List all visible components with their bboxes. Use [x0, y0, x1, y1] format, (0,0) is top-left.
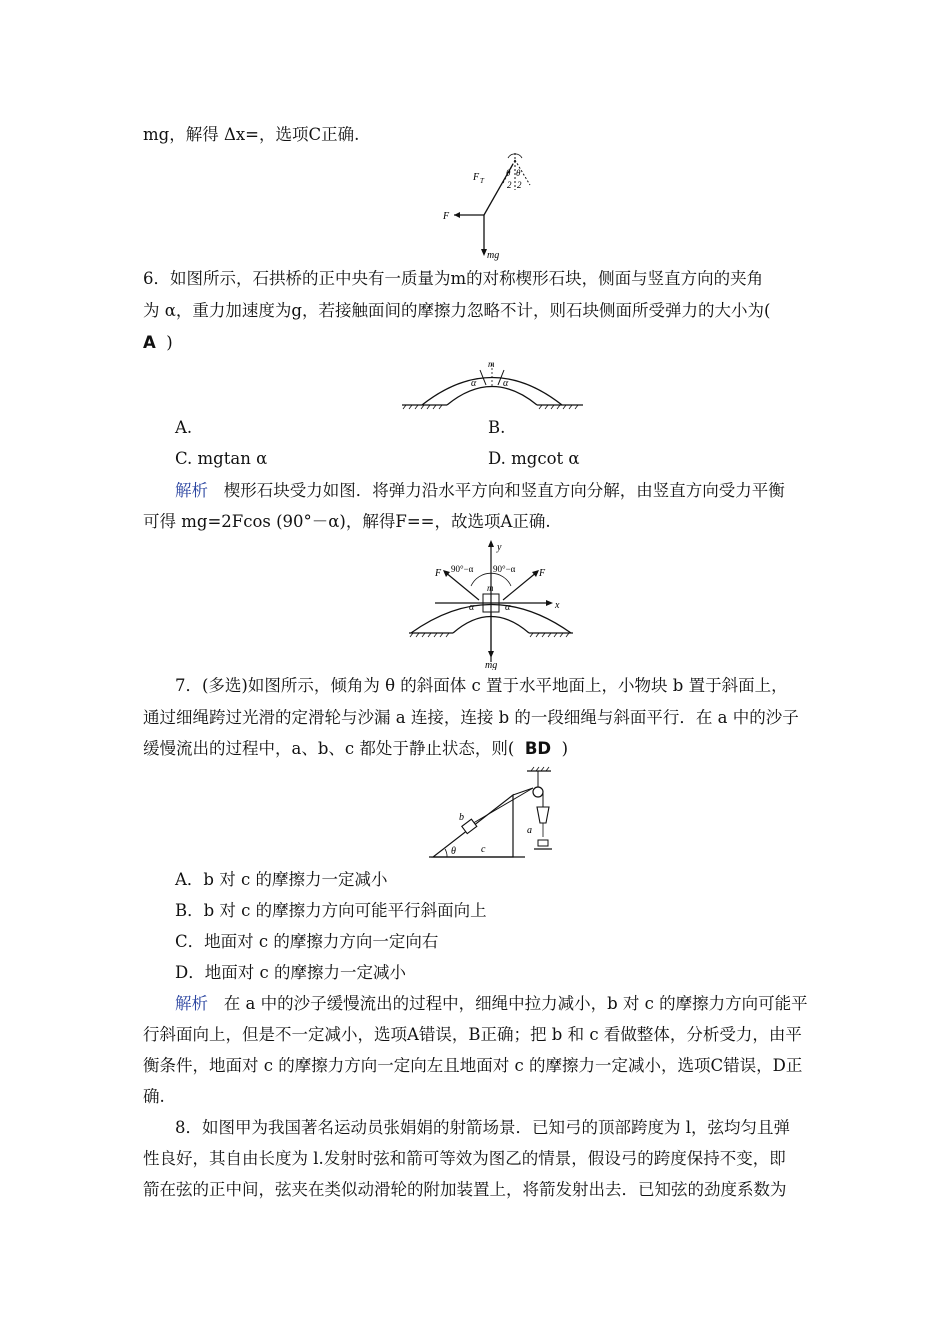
alpha-left: α — [469, 602, 475, 613]
option-c: C．地面对 c 的摩擦力方向一定向右 — [175, 932, 439, 951]
solution-7-line-1 — [175, 994, 808, 1014]
question-8-line-3: 箭在弦的正中间，弦夹在类似动滑轮的附加装置上，将箭发射出去．已知弦的劲度系数为 — [143, 1180, 787, 1199]
answer: A — [143, 333, 156, 352]
alpha-right: α — [503, 378, 509, 389]
arch-force-figure — [405, 538, 575, 670]
solution-label: 解析 — [175, 481, 208, 500]
option-c: C. mgtan α — [175, 449, 268, 468]
answer: BD — [524, 739, 552, 758]
m-label: m — [487, 583, 494, 593]
question-7-line-2: 通过细绳跨过光滑的定滑轮与沙漏 a 连接，连接 b 的一段细绳与斜面平行．在 a 中的沙子 — [143, 708, 799, 727]
c-label: c — [481, 844, 486, 855]
half-left: 2 — [507, 180, 512, 190]
question-text: 缓慢流出的过程中，a、b、c 都处于静止状态，则( — [143, 739, 515, 758]
m-label: m — [488, 359, 495, 369]
incline-pulley-figure — [425, 765, 565, 863]
question-6-answer-line — [143, 333, 173, 353]
angle-right-label: 90°−α — [493, 564, 516, 574]
angle-left-label: 90°−α — [451, 564, 474, 574]
ft-subscript: T — [480, 177, 484, 185]
solution-label: 解析 — [175, 994, 208, 1013]
option-d: D. mgcot α — [488, 449, 580, 468]
f-right-label: F — [539, 568, 546, 579]
solution-text: 在 a 中的沙子缓慢流出的过程中，细绳中拉力减小，b 对 c 的摩擦力方向可能平 — [223, 994, 808, 1013]
paren: ) — [166, 333, 173, 352]
b-label: b — [459, 812, 464, 823]
option-a: A. — [175, 418, 193, 437]
ft-label: F — [473, 172, 480, 183]
solution-6-line-2: 可得 mg=2Fcos (90°－α)，解得F==，故选项A正确. — [143, 512, 551, 531]
solution-7-line-3: 衡条件，地面对 c 的摩擦力方向一定向左且地面对 c 的摩擦力一定减小，选项C错误，D正 — [143, 1056, 803, 1075]
a-label: a — [527, 825, 532, 836]
option-b: B. — [488, 418, 506, 437]
question-8-line-2: 性良好，其自由长度为 l.发射时弦和箭可等效为图乙的情景，假设弓的跨度保持不变，即 — [143, 1149, 786, 1168]
half-right: 2 — [517, 180, 522, 190]
arch-bridge-figure — [400, 358, 585, 414]
solution-7-line-4: 确. — [143, 1087, 165, 1106]
question-8-line-1: 8．如图甲为我国著名运动员张娟娟的射箭场景．已知弓的顶部跨度为 l，弦均匀且弹 — [175, 1118, 791, 1137]
alpha-right: α — [505, 602, 511, 613]
mg-label: mg — [487, 250, 500, 261]
question-7-line-1: 7．(多选)如图所示，倾角为 θ 的斜面体 c 置于水平地面上，小物块 b 置于斜面上， — [175, 676, 788, 695]
option-b: B．b 对 c 的摩擦力方向可能平行斜面向上 — [175, 901, 487, 920]
alpha-left: α — [471, 378, 477, 389]
solution-6-line-1 — [175, 481, 785, 501]
solution-text: 楔形石块受力如图．将弹力沿水平方向和竖直方向分解，由竖直方向受力平衡 — [223, 481, 785, 500]
text-line: mg，解得 Δx=，选项C正确. — [143, 125, 360, 144]
f-left-label: F — [435, 568, 442, 579]
question-7-line-3 — [143, 739, 568, 759]
theta-right: θ — [516, 168, 521, 178]
solution-7-line-2: 行斜面向上，但是不一定减小，选项A错误，B正确；把 b 和 c 看做整体，分析受力，由平 — [143, 1025, 802, 1044]
question-6-line-1: 6．如图所示，石拱桥的正中央有一质量为m的对称楔形石块，侧面与竖直方向的夹角 — [143, 269, 764, 288]
x-axis-label: x — [555, 600, 560, 611]
y-axis-label: y — [497, 542, 502, 553]
mg-label: mg — [485, 660, 498, 670]
theta-label: θ — [451, 846, 456, 857]
force-diagram-1 — [440, 150, 550, 265]
option-d: D．地面对 c 的摩擦力一定减小 — [175, 963, 406, 982]
f-label: F — [443, 211, 450, 222]
option-a: A．b 对 c 的摩擦力一定减小 — [175, 870, 388, 889]
question-6-line-2: 为 α，重力加速度为g，若接触面间的摩擦力忽略不计，则石块侧面所受弹力的大小为( — [143, 301, 771, 320]
theta-left: θ — [506, 168, 511, 178]
paren: ) — [561, 739, 569, 758]
